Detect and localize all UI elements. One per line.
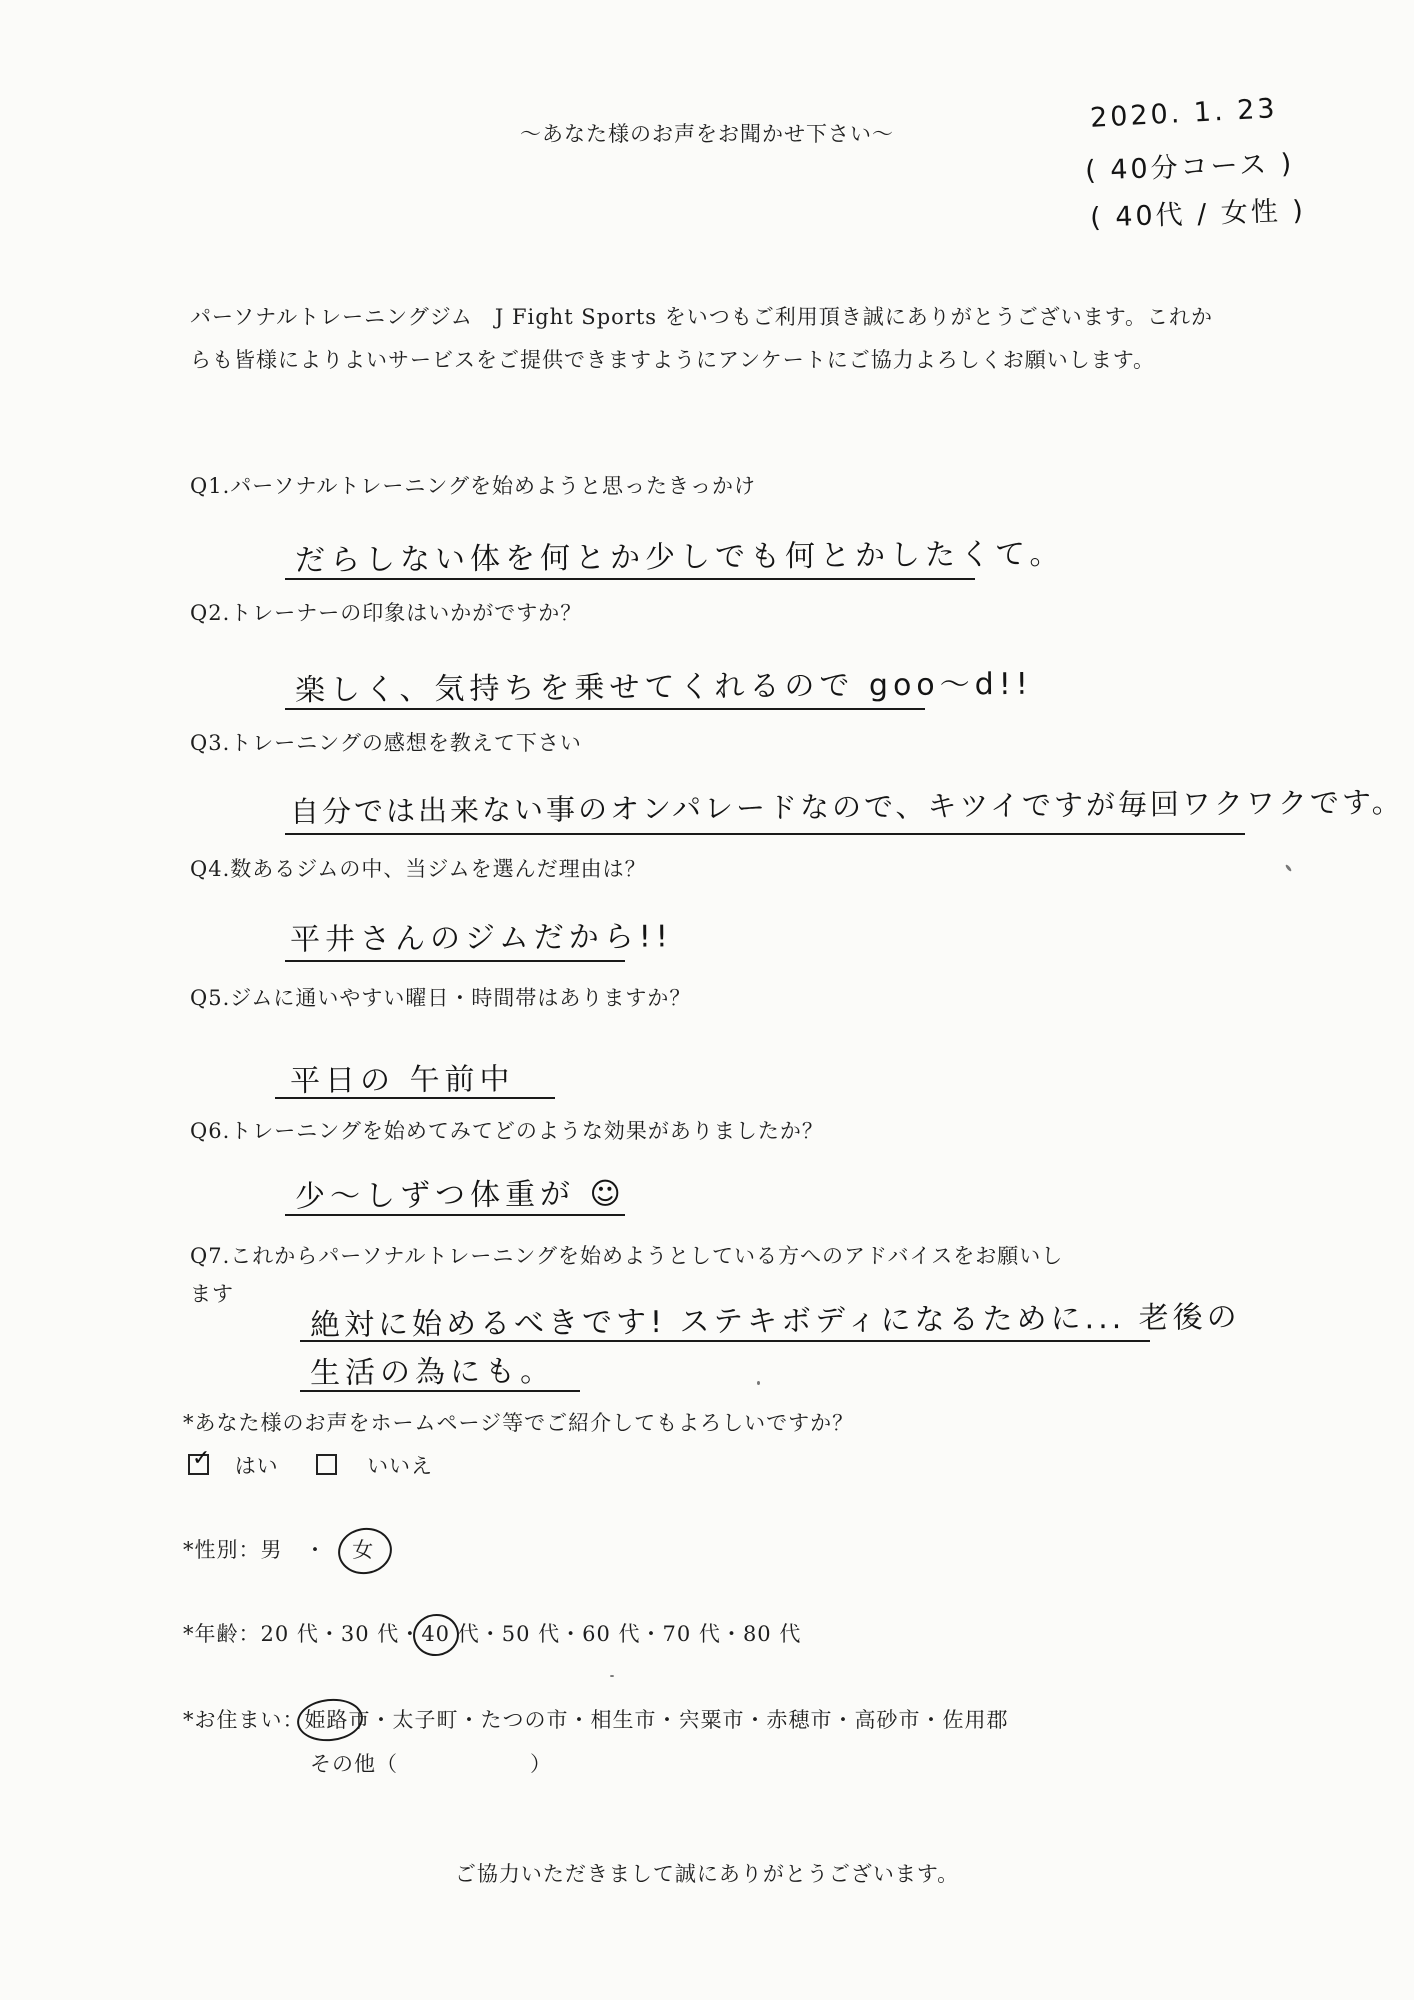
residence-option-shiso[interactable]: 宍粟市 [678,1708,745,1732]
separator: ・ [920,1708,943,1732]
q4-answer: 平井さんのジムだから!! [289,919,674,958]
form-title: 〜あなた様のお声をお聞かせ下さい〜 [520,122,894,146]
separator: ・ [744,1708,767,1732]
separator: ・ [720,1622,743,1646]
gender-label: *性別：男 ・ [183,1538,327,1562]
scan-speck [757,1381,760,1385]
selection-circle-icon [294,1696,364,1745]
q1-label: Q1.パーソナルトレーニングを始めようと思ったきっかけ [190,474,756,498]
separator: ・ [568,1708,591,1732]
residence-label: *お住まい： [183,1708,305,1732]
consent-options [188,1446,434,1480]
separator: ・ [318,1622,341,1646]
q7-answer-line-1: 絶対に始めるべきです! ステキボディになるために... 老後の [309,1299,1241,1344]
separator: ・ [370,1708,393,1732]
gender-field [183,1534,374,1564]
scan-speck [1285,864,1292,872]
residence-himeji-label: 姫路市 [304,1708,371,1732]
separator: ・ [656,1708,679,1732]
q2-label: Q2.トレーナーの印象はいかがですか？ [190,601,583,625]
residence-option-himeji[interactable] [305,1708,371,1732]
consent-question: *あなた様のお声をホームページ等でご紹介してもよろしいですか？ [183,1411,855,1435]
q7-answer-rule-1 [300,1340,1150,1342]
q6-answer-line [285,1214,625,1216]
residence-option-ako[interactable]: 赤穂市 [766,1708,833,1732]
selection-circle-icon [335,1524,396,1579]
residence-field [183,1704,1009,1734]
scan-speck [610,1675,614,1677]
consent-yes-label: はい [234,1454,279,1478]
separator: ・ [640,1622,663,1646]
gender-option-female[interactable] [352,1538,374,1562]
age-option-60[interactable]: 60 代 [582,1622,641,1646]
residence-option-takasago[interactable]: 高砂市 [854,1708,921,1732]
q2-answer-line [285,708,925,710]
age-label: *年齢： [183,1622,261,1646]
residence-other[interactable]: その他（ ） [310,1752,552,1776]
age-field [183,1618,801,1648]
residence-option-taishi[interactable]: 太子町 [392,1708,459,1732]
separator: ・ [560,1622,583,1646]
q5-answer: 平日の 午前中 [289,1062,515,1099]
residence-option-sayo[interactable]: 佐用郡 [942,1708,1009,1732]
intro-text: パーソナルトレーニングジム J Fight Sports をいつもご利用頂き誠にありがとうございます。これからも皆様によりよいサービスをご提供できますようにアンケートにご協力よろしくお願いします。 [190,305,1214,372]
q4-answer-line [285,960,625,962]
handwritten-profile: ( 40代 / 女性 ) [1089,195,1307,234]
gender-female-label: 女 [352,1538,375,1562]
q7-label-continued: ます [190,1282,234,1306]
q6-answer: 少〜しずつ体重が ☺ [294,1176,626,1215]
separator: ・ [832,1708,855,1732]
q3-answer: 自分では出来ない事のオンパレードなので、キツイですが毎回ワクワクです。 [289,785,1404,829]
q1-answer: だらしない体を何とか少しでも何とかしたくて。 [294,536,1065,579]
age-option-70[interactable]: 70 代 [662,1622,721,1646]
separator: ・ [458,1708,481,1732]
q5-label: Q5.ジムに通いやすい曜日・時間帯はありますか？ [190,986,692,1010]
consent-yes-checkbox[interactable] [188,1446,212,1475]
q5-answer-line [275,1097,555,1099]
q3-label: Q3.トレーニングの感想を教えて下さい [190,731,582,755]
age-option-20[interactable]: 20 代 [260,1622,319,1646]
age-option-80[interactable]: 80 代 [742,1622,802,1646]
q7-answer-line-2: 生活の為にも。 [309,1353,556,1392]
q3-answer-line [285,833,1245,835]
consent-no-checkbox[interactable] [316,1454,337,1475]
footer-thanks: ご協力いただきまして誠にありがとうございます。 [454,1862,960,1886]
q2-answer: 楽しく、気持ちを乗せてくれるので goo〜d!! [294,666,1033,709]
check-mark-icon: ✓ [192,1446,212,1471]
q6-label: Q6.トレーニングを始めてみてどのような効果がありましたか？ [190,1119,824,1143]
consent-no-label: いいえ [367,1454,434,1478]
residence-option-tatsuno[interactable]: たつの市 [480,1708,569,1732]
q7-answer-rule-2 [300,1390,580,1392]
separator: ・ [399,1622,422,1646]
age-option-40[interactable] [421,1622,479,1646]
age-option-30[interactable]: 30 代 [340,1622,400,1646]
q1-answer-line [285,578,975,580]
selection-circle-icon [411,1611,462,1659]
age-40-label: 40 代 [421,1622,480,1646]
q7-label: Q7.これからパーソナルトレーニングを始めようとしている方へのアドバイスをお願いし [190,1244,1064,1268]
separator: ・ [479,1622,502,1646]
age-option-50[interactable]: 50 代 [501,1622,561,1646]
handwritten-date: 2020. 1. 23 [1089,93,1279,134]
handwritten-course: ( 40分コース ) [1084,148,1295,187]
q4-label: Q4.数あるジムの中、当ジムを選んだ理由は？ [190,857,647,881]
residence-option-aioi[interactable]: 相生市 [590,1708,657,1732]
